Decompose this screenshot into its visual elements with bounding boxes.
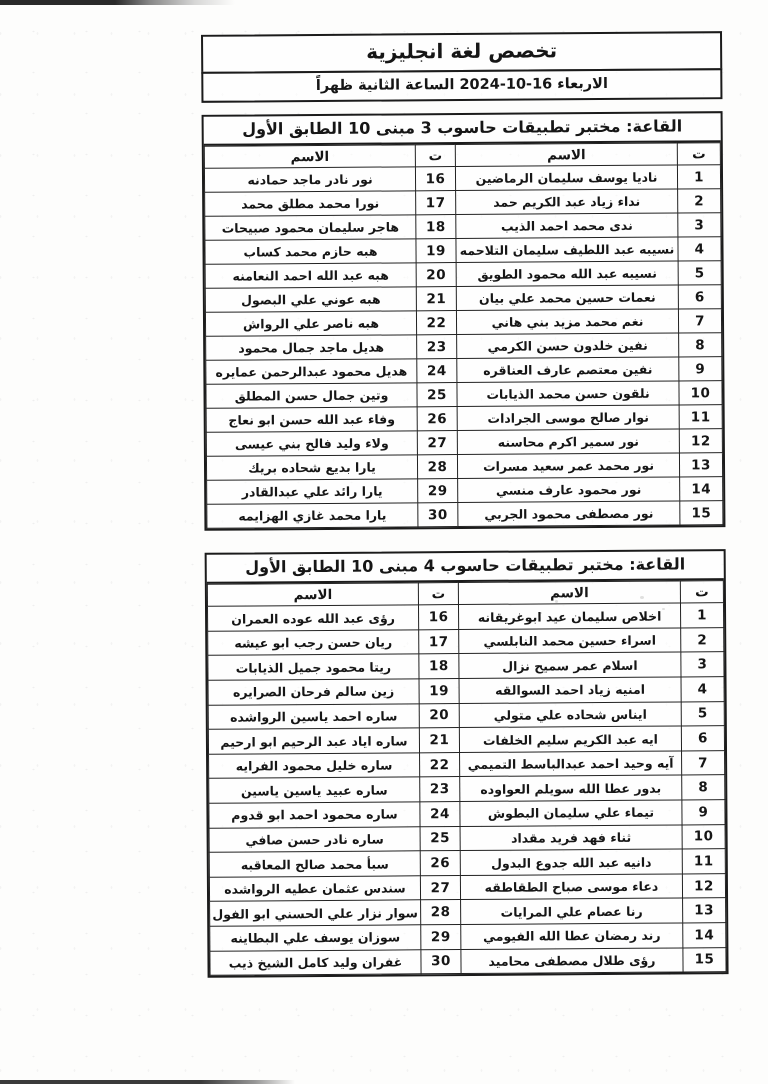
row-number-cell: 16 bbox=[415, 167, 455, 191]
student-name-cell: ساره خليل محمود الفرايه bbox=[209, 753, 420, 779]
exam-datetime: الاربعاء 16-10-2024 الساعة الثانية ظهراً bbox=[315, 75, 608, 95]
student-name-cell: اسلام عمر سميح نزال bbox=[459, 652, 681, 678]
row-number-cell: 27 bbox=[420, 875, 460, 900]
student-name-cell: هديل ماجد جمال محمود bbox=[206, 335, 417, 360]
student-name-cell: رند رمضان عطا الله الفيومي bbox=[461, 923, 683, 949]
student-name-cell: نور نادر ماجد حمادنه bbox=[204, 167, 415, 192]
row-number-cell: 4 bbox=[678, 237, 721, 261]
row-number-cell: 21 bbox=[419, 728, 459, 753]
row-number-cell: 19 bbox=[416, 239, 456, 263]
row-number-cell: 9 bbox=[682, 800, 725, 825]
student-name-cell: نعمات حسين محمد علي بيان bbox=[456, 285, 678, 311]
table-row bbox=[207, 603, 723, 631]
table-row bbox=[205, 285, 721, 313]
hall-title: القاعة: مختبر تطبيقات حاسوب 3 مبنى 10 الطابق الأول bbox=[204, 113, 721, 146]
row-number-cell: 28 bbox=[421, 900, 461, 925]
row-number-cell: 4 bbox=[681, 677, 724, 702]
table-row bbox=[208, 652, 724, 680]
row-number-cell: 1 bbox=[677, 165, 720, 189]
student-name-cell: نداء زياد عبد الكريم حمد bbox=[456, 189, 678, 215]
row-number-cell: 9 bbox=[679, 357, 722, 381]
col-header-num: ت bbox=[680, 581, 723, 603]
row-number-cell: 13 bbox=[679, 453, 722, 477]
row-number-cell: 3 bbox=[678, 213, 721, 237]
row-number-cell: 10 bbox=[679, 381, 722, 405]
scan-artifact-bottom bbox=[0, 1080, 295, 1084]
row-number-cell: 23 bbox=[417, 335, 457, 359]
hall-table-1 bbox=[202, 111, 726, 531]
student-name-cell: سندس عثمان عطيه الرواشده bbox=[209, 876, 420, 902]
row-number-cell: 26 bbox=[420, 851, 460, 876]
table-row bbox=[207, 477, 723, 505]
row-number-cell: 2 bbox=[678, 189, 721, 213]
table-row bbox=[205, 237, 721, 265]
student-name-cell: نفين معتصم عارف العناقره bbox=[457, 357, 679, 383]
row-number-cell: 21 bbox=[416, 287, 456, 311]
table-row bbox=[210, 898, 726, 926]
table-row bbox=[208, 677, 724, 705]
table-row bbox=[205, 309, 721, 337]
table-row bbox=[209, 824, 725, 852]
student-name-cell: تيماء علي سليمان البطوش bbox=[460, 800, 682, 826]
row-number-cell: 6 bbox=[681, 726, 724, 751]
student-name-cell: اسراء حسين محمد النابلسي bbox=[459, 628, 681, 654]
student-name-cell: هبه عوني علي البصول bbox=[205, 287, 416, 312]
col-header-num: ت bbox=[418, 583, 458, 605]
table-body bbox=[207, 603, 726, 975]
student-name-cell: ثناء فهد فريد مقداد bbox=[460, 825, 682, 851]
row-number-cell: 2 bbox=[681, 628, 724, 653]
row-number-cell: 13 bbox=[683, 898, 726, 923]
col-header-num: ت bbox=[677, 143, 720, 165]
student-name-cell: هبه حازم محمد كساب bbox=[205, 239, 416, 264]
table-row bbox=[210, 947, 726, 975]
col-header-name: الاسم bbox=[455, 143, 677, 167]
students-table bbox=[207, 580, 727, 976]
row-number-cell: 29 bbox=[418, 479, 458, 503]
row-number-cell: 26 bbox=[417, 407, 457, 431]
student-name-cell: سبأ محمد صالح المعاقبه bbox=[209, 851, 420, 877]
table-body bbox=[204, 165, 723, 529]
student-name-cell: رؤى طلال مصطفى محاميد bbox=[461, 948, 683, 974]
student-name-cell: يارا محمد غازي الهزايمه bbox=[207, 503, 418, 528]
student-name-cell: ساره نادر حسن صافي bbox=[209, 826, 420, 852]
row-number-cell: 20 bbox=[419, 703, 459, 728]
student-name-cell: نسيبه عبد اللطيف سليمان التلاحمه bbox=[456, 237, 678, 263]
row-number-cell: 15 bbox=[683, 947, 726, 972]
hall-table-2 bbox=[205, 549, 729, 978]
row-number-cell: 24 bbox=[417, 359, 457, 383]
student-name-cell: سوار نزار علي الحسني ابو الفول bbox=[210, 900, 421, 926]
student-name-cell: ريان حسن رجب ابو عيشه bbox=[208, 630, 419, 656]
row-number-cell: 29 bbox=[421, 925, 461, 950]
table-row bbox=[209, 751, 725, 779]
row-number-cell: 14 bbox=[680, 477, 723, 501]
row-number-cell: 18 bbox=[416, 215, 456, 239]
student-name-cell: امنيه زياد احمد السوالقه bbox=[459, 677, 681, 703]
student-name-cell: ايه عبد الكريم سليم الخلفات bbox=[459, 726, 681, 752]
table-row bbox=[205, 261, 721, 289]
row-number-cell: 6 bbox=[678, 285, 721, 309]
student-name-cell: سوزان يوسف علي البطاينه bbox=[210, 925, 421, 951]
table-row bbox=[206, 429, 722, 457]
row-number-cell: 5 bbox=[678, 261, 721, 285]
row-number-cell: 30 bbox=[418, 503, 458, 527]
student-name-cell: هاجر سليمان محمود صبيحات bbox=[205, 215, 416, 240]
student-name-cell: نفين خلدون حسن الكرمي bbox=[457, 333, 679, 359]
table-row bbox=[210, 923, 726, 951]
document-sheet bbox=[201, 31, 729, 978]
table-row bbox=[206, 405, 722, 433]
table-row bbox=[209, 849, 725, 877]
row-number-cell: 17 bbox=[419, 629, 459, 654]
student-name-cell: ولاء وليد فالح بني عيسى bbox=[206, 431, 417, 456]
row-number-cell: 11 bbox=[682, 849, 725, 874]
row-number-cell: 27 bbox=[417, 431, 457, 455]
row-number-cell: 8 bbox=[682, 775, 725, 800]
student-name-cell: يارا بديع شحاده بريك bbox=[206, 455, 417, 480]
row-number-cell: 28 bbox=[417, 455, 457, 479]
scan-artifact-top bbox=[0, 0, 240, 5]
row-number-cell: 7 bbox=[678, 309, 721, 333]
student-name-cell: وفاء عبد الله حسن ابو نعاج bbox=[206, 407, 417, 432]
row-number-cell: 22 bbox=[420, 752, 460, 777]
student-name-cell: رؤى عبد الله عوده العمران bbox=[207, 605, 418, 631]
row-number-cell: 17 bbox=[416, 191, 456, 215]
student-name-cell: نسيبه عبد الله محمود الطويق bbox=[456, 261, 678, 287]
row-number-cell: 22 bbox=[416, 311, 456, 335]
students-table bbox=[204, 142, 724, 529]
row-number-cell: 25 bbox=[420, 826, 460, 851]
row-number-cell: 30 bbox=[421, 949, 461, 974]
row-number-cell: 19 bbox=[419, 679, 459, 704]
col-header-name: الاسم bbox=[458, 581, 680, 605]
student-name-cell: اخلاص سليمان عيد ابوغريقانه bbox=[458, 603, 680, 629]
row-number-cell: 10 bbox=[682, 824, 725, 849]
row-number-cell: 3 bbox=[681, 652, 724, 677]
table-row bbox=[206, 453, 722, 481]
table-row bbox=[206, 333, 722, 361]
student-name-cell: ساره عبيد ياسين ياسين bbox=[209, 777, 420, 803]
title-box bbox=[201, 31, 722, 74]
row-number-cell: 14 bbox=[683, 923, 726, 948]
student-name-cell: ساره احمد ياسين الرواشده bbox=[208, 703, 419, 729]
student-name-cell: يارا رائد علي عبدالقادر bbox=[207, 479, 418, 504]
row-number-cell: 16 bbox=[418, 605, 458, 630]
table-row bbox=[209, 775, 725, 803]
row-number-cell: 23 bbox=[420, 777, 460, 802]
table-row bbox=[208, 701, 724, 729]
row-number-cell: 24 bbox=[420, 802, 460, 827]
student-name-cell: ناديا يوسف سليمان الرماضين bbox=[455, 165, 677, 191]
exam-datetime-box bbox=[201, 68, 722, 103]
row-number-cell: 1 bbox=[680, 603, 723, 628]
student-name-cell: هديل محمود عبدالرحمن عمايره bbox=[206, 359, 417, 384]
student-name-cell: نورا محمد مطلق محمد bbox=[205, 191, 416, 216]
table-row bbox=[206, 381, 722, 409]
student-name-cell: ريتا محمود جميل الذيابات bbox=[208, 654, 419, 680]
table-row bbox=[205, 189, 721, 217]
row-number-cell: 7 bbox=[682, 751, 725, 776]
student-name-cell: هبه ناصر علي الرواش bbox=[205, 311, 416, 336]
row-number-cell: 12 bbox=[679, 429, 722, 453]
col-header-name: الاسم bbox=[204, 145, 415, 168]
student-name-cell: غفران وليد كامل الشيخ ذيب bbox=[210, 949, 421, 975]
row-number-cell: 5 bbox=[681, 701, 724, 726]
row-number-cell: 25 bbox=[417, 383, 457, 407]
table-row bbox=[206, 357, 722, 385]
page-title: تخصص لغة انجليزية bbox=[366, 38, 558, 64]
student-name-cell: ايناس شحاده علي متولي bbox=[459, 702, 681, 728]
table-row bbox=[208, 726, 724, 754]
student-name-cell: هبه عبد الله احمد النعامنه bbox=[205, 263, 416, 288]
student-name-cell: دانيه عبد الله جدوع البدول bbox=[460, 849, 682, 875]
student-name-cell: نلقون حسن محمد الذيابات bbox=[457, 381, 679, 407]
student-name-cell: نور محمود عارف منسي bbox=[458, 477, 680, 503]
student-name-cell: بدور عطا الله سويلم العواوده bbox=[460, 775, 682, 801]
student-name-cell: نوار صالح موسى الجرادات bbox=[457, 405, 679, 431]
row-number-cell: 18 bbox=[419, 654, 459, 679]
row-number-cell: 8 bbox=[679, 333, 722, 357]
table-row bbox=[208, 628, 724, 656]
student-name-cell: نور سمير اكرم محاسنه bbox=[457, 429, 679, 455]
student-name-cell: دعاء موسى صباح الطقاطقه bbox=[460, 874, 682, 900]
table-row bbox=[209, 800, 725, 828]
hall-title: القاعة: مختبر تطبيقات حاسوب 4 مبنى 10 الطابق الأول bbox=[207, 551, 724, 584]
table-row bbox=[204, 165, 720, 193]
student-name-cell: ساره محمود احمد ابو قدوم bbox=[209, 802, 420, 828]
col-header-name: الاسم bbox=[207, 583, 418, 606]
student-name-cell: نغم محمد مزيد بني هاني bbox=[456, 309, 678, 335]
student-name-cell: آيه وحيد احمد عبدالباسط التميمي bbox=[460, 751, 682, 777]
row-number-cell: 11 bbox=[679, 405, 722, 429]
student-name-cell: ساره اياد عبد الرحيم ابو ارحيم bbox=[208, 728, 419, 754]
student-name-cell: رنا عصام علي المرايات bbox=[461, 898, 683, 924]
student-name-cell: نور محمد عمر سعيد مسرات bbox=[457, 453, 679, 479]
row-number-cell: 20 bbox=[416, 263, 456, 287]
student-name-cell: زين سالم فرحان الصرايره bbox=[208, 679, 419, 705]
table-row bbox=[205, 213, 721, 241]
student-name-cell: نور مصطفى محمود الجربي bbox=[458, 501, 680, 527]
row-number-cell: 12 bbox=[682, 874, 725, 899]
student-name-cell: ندى محمد احمد الذيب bbox=[456, 213, 678, 239]
row-number-cell: 15 bbox=[680, 501, 723, 525]
col-header-num: ت bbox=[415, 145, 455, 167]
table-row bbox=[209, 874, 725, 902]
table-row bbox=[207, 501, 723, 529]
student-name-cell: وتين جمال حسن المطلق bbox=[206, 383, 417, 408]
